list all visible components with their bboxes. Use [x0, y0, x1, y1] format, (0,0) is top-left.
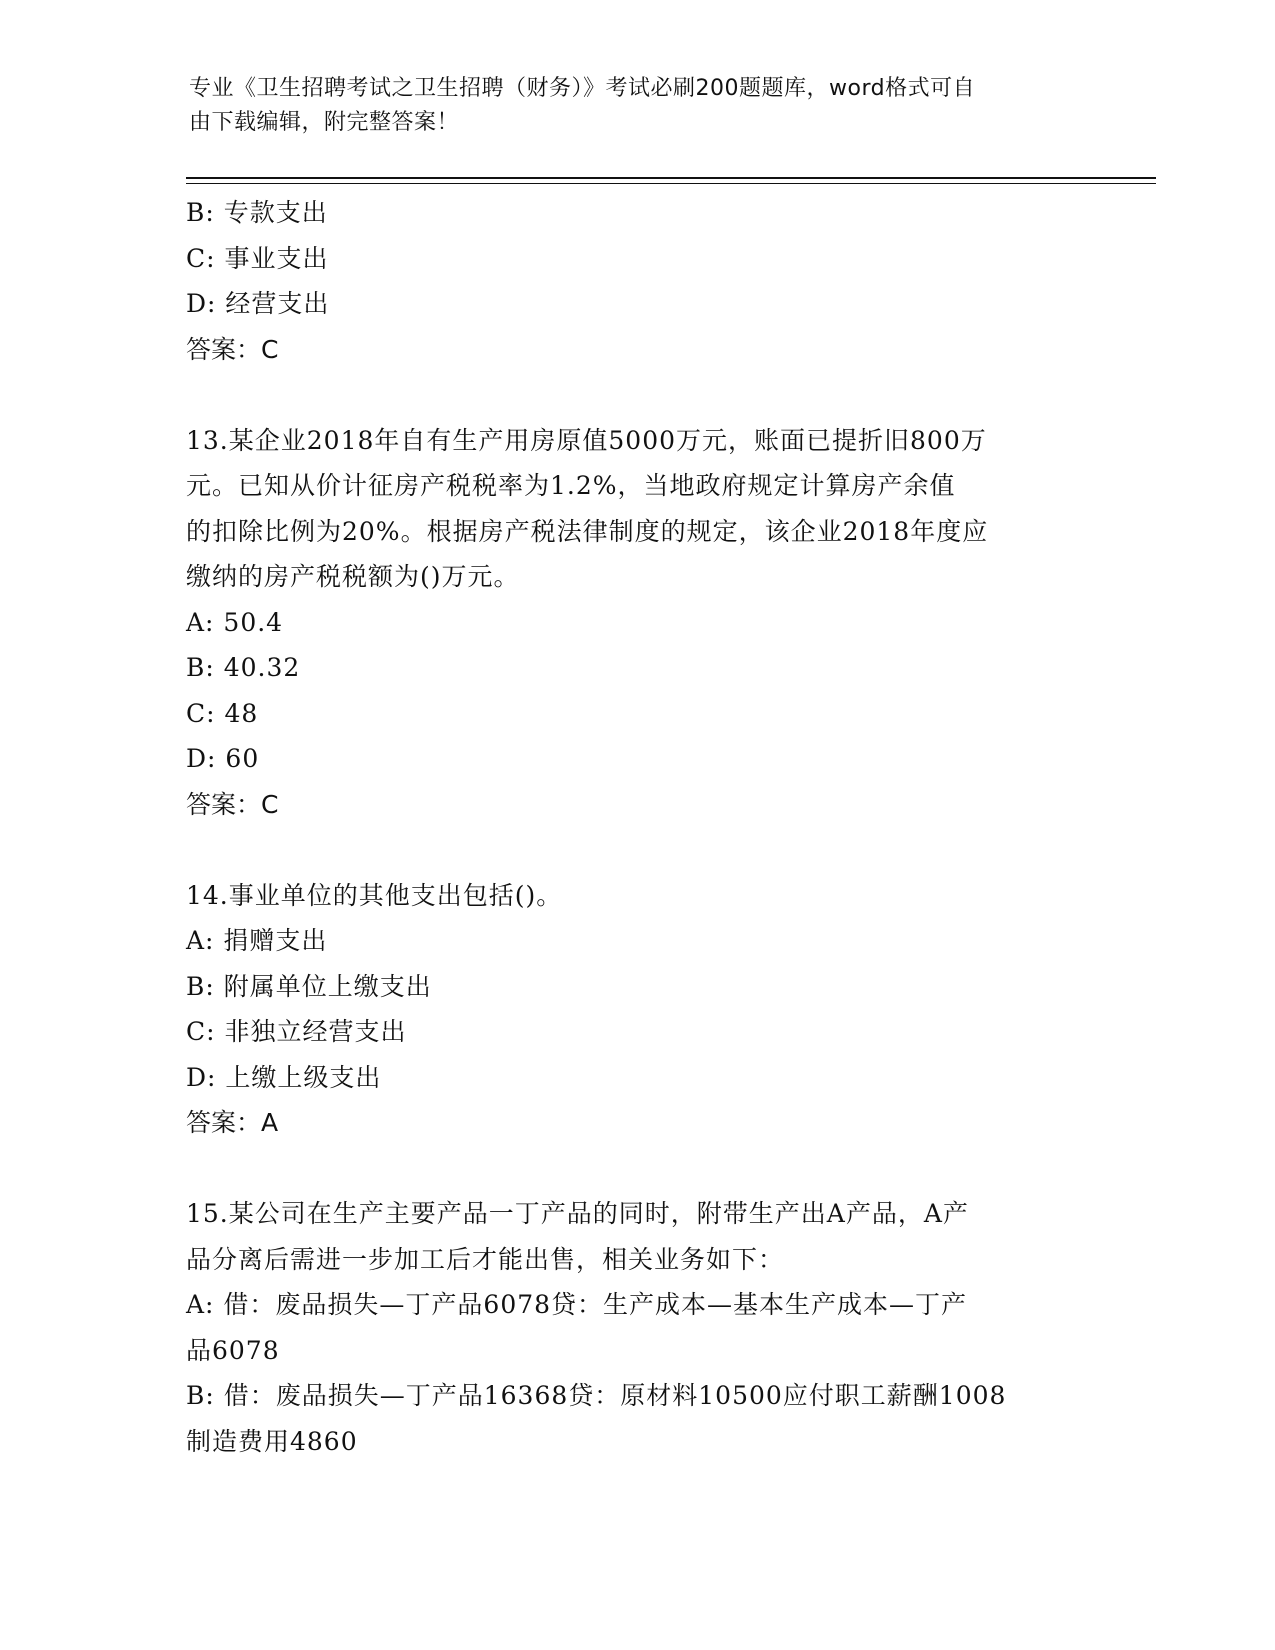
- question-13: [186, 418, 1086, 828]
- question-12-tail: [186, 190, 1086, 372]
- option-b: B: 附属单位上缴支出: [186, 971, 432, 1001]
- option-a: A: 50.4: [186, 607, 284, 637]
- question-stem-line: 元。已知从价计征房产税税率为1.2%，当地政府规定计算房产余值: [186, 471, 956, 500]
- option-b: B: 40.32: [186, 653, 301, 682]
- spacer: [186, 827, 1086, 873]
- question-15: [186, 1191, 1086, 1464]
- question-stem-line: 品分离后需进一步加工后才能出售，相关业务如下：: [186, 1244, 785, 1274]
- option-b-continued: 制造费用4860: [186, 1426, 358, 1456]
- question-14: [186, 873, 1086, 1146]
- option-c: C: 事业支出: [186, 243, 329, 273]
- header-divider-thin: [186, 183, 1156, 184]
- question-stem-line: 13.某企业2018年自有生产用房原值5000万元，账面已提折旧800万: [186, 425, 987, 455]
- spacer: [186, 372, 1086, 418]
- question-stem-line: 缴纳的房产税税额为()万元。: [186, 562, 520, 591]
- header-divider-thick: [186, 177, 1156, 179]
- option-a: A: 捐赠支出: [186, 926, 328, 955]
- option-a: A: 借：废品损失—丁产品6078贷：生产成本—基本生产成本—丁产: [186, 1290, 968, 1319]
- option-b: B: 借：废品损失—丁产品16368贷：原材料10500应付职工薪酬1008: [186, 1381, 1007, 1410]
- answer-line: 答案：A: [186, 1108, 279, 1137]
- question-stem-line: 的扣除比例为20%。根据房产税法律制度的规定，该企业2018年度应: [186, 516, 989, 546]
- option-d: D: 经营支出: [186, 289, 330, 318]
- option-c: C: 48: [186, 698, 259, 728]
- document-header: [189, 72, 1069, 140]
- question-content: [186, 190, 1086, 1464]
- answer-line: 答案：C: [186, 334, 279, 364]
- header-line-1: 专业《卫生招聘考试之卫生招聘（财务）》考试必刷200题题库，word格式可自: [189, 76, 976, 101]
- option-d: D: 60: [186, 744, 260, 773]
- spacer: [186, 1146, 1086, 1192]
- option-d: D: 上缴上级支出: [186, 1062, 382, 1092]
- answer-line: 答案：C: [186, 789, 279, 819]
- header-line-2: 由下载编辑，附完整答案！: [189, 110, 460, 135]
- question-stem-line: 14.事业单位的其他支出包括()。: [186, 880, 563, 910]
- option-b: B: 专款支出: [186, 198, 328, 227]
- question-stem-line: 15.某公司在生产主要产品一丁产品的同时，附带生产出A产品，A产: [186, 1199, 969, 1228]
- option-a-continued: 品6078: [186, 1335, 280, 1365]
- option-c: C: 非独立经营支出: [186, 1017, 407, 1046]
